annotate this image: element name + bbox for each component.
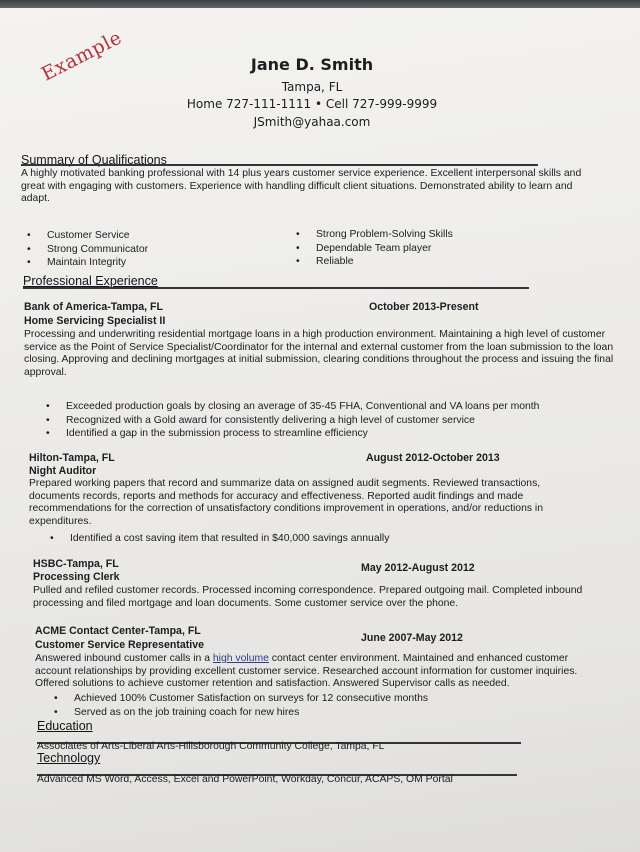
experience-rule	[23, 287, 529, 289]
technology-text: Advanced MS Word, Access, Excel and PowerPoint, Workday, Concur, ACAPS, OM Portal	[37, 774, 453, 785]
job-achievements	[54, 692, 429, 719]
education-heading: Education	[37, 719, 93, 733]
job-description: Processing and underwriting residential mortgage loans in a high production environment. Maintaining a high level of customer service as the Point of Service Specialist/Coordinator for the internal and external customer from the loan submission to the loan closing. Approving and declining mortgages at initial submission, clearing conditions throughout the process and issuing the final approval.	[24, 329, 614, 378]
job-dates: June 2007-May 2012	[361, 632, 463, 644]
job-employer: ACME Contact Center-Tampa, FL	[35, 625, 201, 637]
skills-right-list	[296, 228, 453, 269]
job-role: Processing Clerk	[33, 571, 120, 583]
job-dates: August 2012-October 2013	[366, 452, 500, 464]
candidate-email: JSmith@yahaa.com	[253, 115, 371, 129]
job-employer: HSBC-Tampa, FL	[33, 558, 119, 570]
achievement-item: • Recognized with a Gold award for consistently delivering a high level of customer service	[46, 414, 475, 426]
summary-line: adapt.	[21, 193, 50, 204]
job-role: Night Auditor	[29, 465, 97, 477]
job-dates: October 2013-Present	[369, 301, 479, 313]
skill-item: • Strong Problem-Solving Skills	[296, 229, 453, 240]
summary-line: great with engaging with customers. Experience with handling difficult client situations. Demonstrated ability to learn and	[21, 180, 573, 192]
job-description: Answered inbound customer calls in a high volume contact center environment. Maintained and enhanced customer account relationships by providing excellent customer service. Researched account information for customer inquiries. Offered solutions to achieve customer retention and satisfaction. Answered Supervisor calls as needed.	[35, 653, 578, 689]
skill-item: • Maintain Integrity	[27, 257, 127, 268]
resume-document	[0, 8, 640, 852]
job-role: Home Servicing Specialist II	[24, 315, 166, 327]
skills-left-list	[27, 229, 149, 270]
job-achievements	[50, 532, 390, 546]
summary-rule	[21, 164, 538, 166]
job-dates: May 2012-August 2012	[361, 562, 475, 574]
achievement-item: • Identified a gap in the submission process to streamline efficiency	[46, 428, 368, 439]
example-stamp: Example	[38, 26, 126, 86]
skill-item: • Customer Service	[27, 230, 130, 241]
skill-item: • Reliable	[296, 256, 354, 267]
candidate-name: Jane D. Smith	[250, 55, 374, 74]
high-volume-link[interactable]: high volume	[212, 653, 269, 664]
job-description: Prepared working papers that record and summarize data on assigned audit segments. Reviewed transactions, documents records, reports and methods for accuracy and effectiveness. Reported audit findings and made recommendations for the correction of unsatisfactory conditions improvement in operations, and/or reductions in expenditures.	[29, 478, 544, 527]
job-achievements	[46, 400, 540, 441]
job-role: Customer Service Representative	[35, 639, 204, 651]
achievement-item: • Identified a cost saving item that resulted in $40,000 savings annually	[50, 533, 390, 544]
technology-heading: Technology	[37, 751, 101, 765]
experience-heading: Professional Experience	[23, 274, 158, 288]
summary-line: A highly motivated banking professional with 14 plus years customer service experience. Excellent interpersonal skills and	[21, 168, 582, 179]
skill-item: • Strong Communicator	[27, 243, 149, 255]
candidate-location: Tampa, FL	[281, 80, 343, 94]
job-employer: Hilton-Tampa, FL	[29, 452, 115, 464]
summary-heading: Summary of Qualifications	[21, 153, 167, 167]
job-description: Pulled and refiled customer records. Processed incoming correspondence. Prepared outgoing mail. Completed inbound processing and filed mortgage and loan documents. Some customer service over the phone.	[33, 585, 583, 609]
education-text: Associates of Arts-Liberal Arts-Hillsborough Community College, Tampa, FL	[37, 741, 385, 752]
achievement-item: • Achieved 100% Customer Satisfaction on surveys for 12 consecutive months	[54, 693, 429, 704]
achievement-item: • Served as on the job training coach for new hires	[54, 706, 300, 718]
candidate-phones: Home 727-111-1111 • Cell 727-999-9999	[186, 97, 438, 111]
summary-text	[21, 168, 621, 206]
job-employer: Bank of America-Tampa, FL	[24, 301, 163, 313]
achievement-item: • Exceeded production goals by closing an average of 35-45 FHA, Conventional and VA loans per month	[46, 401, 540, 412]
skill-item: • Dependable Team player	[296, 242, 432, 254]
